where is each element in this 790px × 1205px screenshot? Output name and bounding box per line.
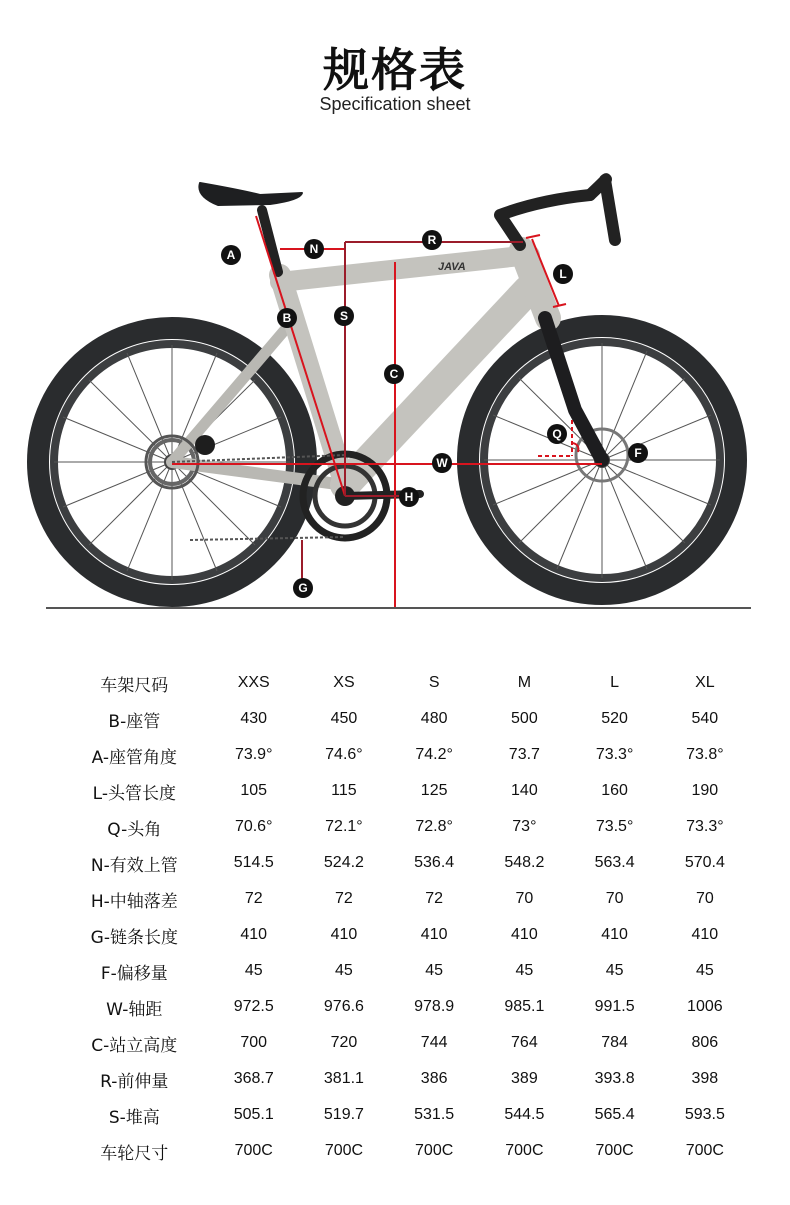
table-cell: 972.5 [233,998,274,1015]
table-cell: 806 [691,1034,719,1051]
row-label: F-偏移量 [100,963,168,984]
table-cell: 784 [601,1034,628,1051]
table-cell: 976.6 [323,998,364,1015]
table-cell: 70 [515,890,534,907]
table-row [60,1025,750,1061]
table-cell: 73° [512,818,537,835]
page-title: 规格表 [323,43,467,97]
row-label: L-头管长度 [92,783,176,804]
table-cell: 430 [240,710,268,727]
table-cell: 410 [511,926,538,943]
table-cell: 700 [240,1034,268,1051]
table-row [60,1133,750,1169]
brand-logo: JAVA [438,261,466,273]
table-cell: 540 [691,710,719,727]
row-label: B-座管 [108,711,161,732]
table-cell: 410 [420,926,448,943]
table-cell: 531.5 [414,1106,455,1123]
row-label: Q-头角 [107,819,162,840]
table-cell: 520 [601,710,628,727]
table-row [60,737,750,773]
table-cell: 393.8 [594,1070,635,1087]
table-cell: 368.7 [233,1070,274,1087]
table-cell: 190 [691,782,719,799]
table-row [60,773,750,809]
table-cell: 72 [335,890,353,907]
svg-text:G: G [298,581,308,595]
table-cell: 72.8° [415,818,453,835]
table-cell: 72.1° [325,818,363,835]
marker-r [422,230,442,250]
ground-line [46,607,751,609]
table-cell: 45 [695,962,714,979]
table-cell: 720 [330,1034,358,1051]
row-label: R-前伸量 [100,1071,169,1092]
table-cell: 125 [420,782,448,799]
row-label: H-中轴落差 [90,891,178,912]
table-cell: 381.1 [323,1070,364,1087]
table-cell: 991.5 [594,998,635,1015]
size-header: S [428,674,440,691]
table-cell: 505.1 [233,1106,274,1123]
table-cell: 524.2 [323,854,364,871]
size-header: XL [695,674,715,691]
svg-text:S: S [339,309,349,323]
svg-text:L: L [559,267,567,281]
table-cell: 410 [330,926,358,943]
svg-text:B: B [282,311,292,325]
table-cell: 45 [244,962,263,979]
svg-text:R: R [427,233,437,247]
table-row [60,1061,750,1097]
table-cell: 160 [601,782,628,799]
table-cell: 519.7 [323,1106,364,1123]
table-cell: 410 [240,926,268,943]
table-cell: 514.5 [233,854,274,871]
size-header: L [610,674,620,691]
marker-s [334,306,354,326]
table-cell: 398 [691,1070,719,1087]
table-cell: 74.2° [415,746,453,763]
table-cell: 386 [420,1070,448,1087]
table-row [60,881,750,917]
table-row [60,917,750,953]
size-header: XS [333,674,355,691]
size-header: M [517,674,532,691]
table-cell: 700C [595,1142,634,1159]
geometry-table [60,665,750,1169]
table-cell: 45 [335,962,353,979]
table-cell: 700C [505,1142,544,1159]
table-cell: 1006 [687,998,723,1015]
row-label: S-堆高 [108,1107,160,1128]
table-cell: 73.7 [508,746,540,763]
svg-text:C: C [389,367,399,381]
table-cell: 140 [511,782,538,799]
table-cell: 570.4 [684,854,725,871]
table-cell: 480 [420,710,448,727]
table-cell: 764 [511,1034,538,1051]
table-row [60,1097,750,1133]
marker-n [304,239,324,259]
row-label: C-站立高度 [91,1035,178,1056]
marker-g [293,578,313,598]
table-cell: 45 [425,962,444,979]
table-cell: 70 [695,890,714,907]
table-row [60,953,750,989]
table-cell: 72 [244,890,263,907]
table-cell: 565.4 [594,1106,635,1123]
table-cell: 105 [240,782,268,799]
table-cell: 73.8° [686,746,724,763]
table-cell: 410 [691,926,719,943]
row-label: N-有效上管 [90,855,178,876]
header-label: 车架尺码 [100,675,169,696]
table-cell: 70.6° [234,818,273,835]
table-cell: 700C [234,1142,273,1159]
table-cell: 73.3° [595,746,634,763]
svg-text:Q: Q [552,427,562,441]
table-cell: 70 [605,890,624,907]
svg-text:W: W [436,456,448,470]
table-cell: 700C [324,1142,364,1159]
table-cell: 548.2 [504,854,545,871]
table-cell: 74.6° [325,746,363,763]
table-cell: 593.5 [684,1106,725,1123]
marker-b [277,308,297,328]
table-cell: 115 [331,782,357,799]
svg-text:N: N [309,242,319,256]
table-cell: 563.4 [594,854,635,871]
marker-w [432,453,452,473]
svg-text:A: A [226,248,236,262]
table-cell: 410 [601,926,628,943]
row-label: 车轮尺寸 [100,1143,169,1164]
table-cell: 985.1 [504,998,545,1015]
table-header-row [60,665,750,701]
svg-text:H: H [404,490,414,504]
table-cell: 744 [420,1034,448,1051]
row-label: A-座管角度 [91,747,177,768]
size-header: XXS [237,674,270,691]
table-cell: 45 [515,962,534,979]
table-cell: 700C [415,1142,454,1159]
svg-text:F: F [634,446,642,460]
table-cell: 450 [330,710,358,727]
table-cell: 73.9° [234,746,273,763]
table-cell: 72 [425,890,444,907]
bike-geometry-diagram [0,160,790,620]
marker-f [628,443,648,463]
table-cell: 544.5 [504,1106,545,1123]
table-cell: 536.4 [414,854,455,871]
row-label: W-轴距 [106,999,163,1020]
table-cell: 700C [685,1142,724,1159]
table-row [60,989,750,1025]
page-subtitle: Specification sheet [319,94,471,114]
table-row [60,701,750,737]
table-cell: 500 [511,710,538,727]
row-label: G-链条长度 [90,927,178,948]
table-row [60,845,750,881]
marker-l [553,264,573,284]
table-body [60,701,750,1169]
table-cell: 389 [511,1070,538,1087]
marker-a [221,245,241,265]
table-cell: 73.5° [595,818,634,835]
table-cell: 73.3° [686,818,724,835]
table-cell: 45 [605,962,624,979]
marker-h [399,487,419,507]
marker-c [384,364,404,384]
table-row [60,809,750,845]
table-cell: 978.9 [414,998,455,1015]
marker-q [547,424,567,444]
